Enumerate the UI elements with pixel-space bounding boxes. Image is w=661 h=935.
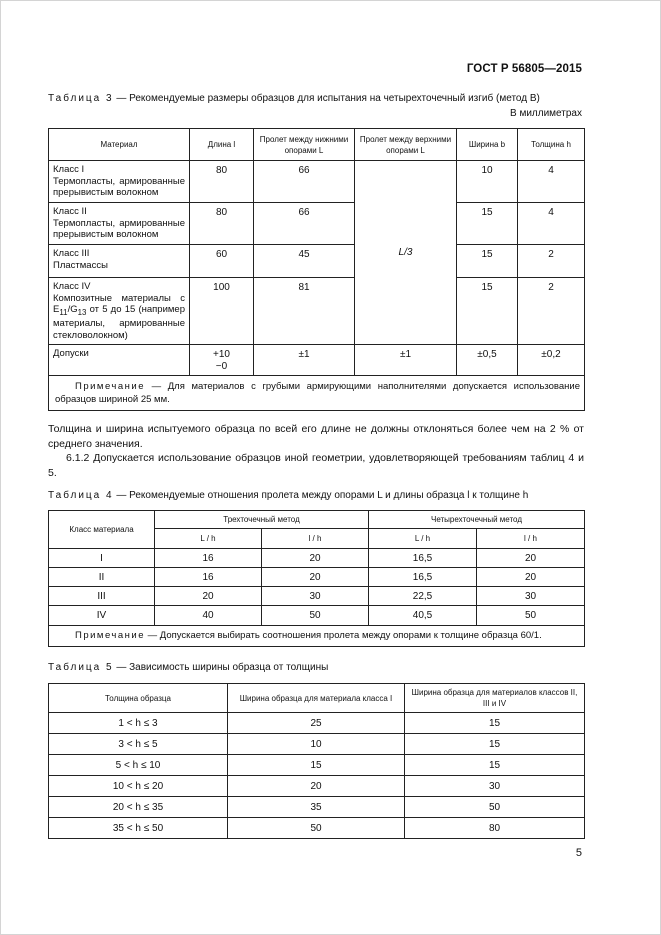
table5-header-width-class1: Ширина образца для материала класса I xyxy=(228,684,405,713)
table4-header-class: Класс материала xyxy=(49,511,155,549)
table4-header-four-point: Четырехточечный метод xyxy=(369,511,585,529)
table4-caption-text: — Рекомендуемые отношения пролета между опорами L и длины образца l к толщине h xyxy=(113,490,529,501)
table5-header-thickness: Толщина образца xyxy=(49,684,228,713)
upper-span-tolerance: ±1 xyxy=(355,345,457,376)
material-desc xyxy=(53,293,185,342)
table-row xyxy=(49,776,585,797)
table3-header-row xyxy=(49,129,585,161)
length-cell: 80 xyxy=(190,203,254,245)
table3-note xyxy=(49,376,585,411)
upper-span-value: L/3 xyxy=(398,247,413,259)
value-cell: 20 xyxy=(155,587,262,606)
width-class1: 15 xyxy=(228,755,405,776)
span-cell: 81 xyxy=(254,278,355,345)
span-tolerance: ±1 xyxy=(254,345,355,376)
table3-header-span-lower: Пролет между нижними опорами L xyxy=(254,129,355,161)
thickness-cell: 2 xyxy=(518,278,585,345)
material-desc: Термопласты, армированные прерывистым волокном xyxy=(53,175,185,198)
table3-note-row xyxy=(49,376,585,411)
table-row xyxy=(49,755,585,776)
table3-caption xyxy=(48,93,540,104)
value-cell: 40,5 xyxy=(369,606,477,626)
table5-caption-label: Таблица 5 xyxy=(48,662,114,673)
value-cell: 16 xyxy=(155,549,262,568)
length-cell: 60 xyxy=(190,245,254,278)
width-cell: 15 xyxy=(457,203,518,245)
table5 xyxy=(48,683,585,839)
paragraph-6-1-2: 6.1.2 Допускается использование образцов иной геометрии, удовлетворяющей требованиям таблиц 4 и 5. xyxy=(48,452,584,479)
value-cell: 16,5 xyxy=(369,549,477,568)
material-desc: Пластмассы xyxy=(53,259,108,271)
table4-note-row xyxy=(49,626,585,647)
table-row xyxy=(49,818,585,839)
table3-header-thickness: Толщина h xyxy=(518,129,585,161)
table-row xyxy=(49,568,585,587)
material-cell xyxy=(49,245,190,278)
table5-caption-text: — Зависимость ширины образца от толщины xyxy=(113,662,329,673)
thickness-cell: 2 xyxy=(518,245,585,278)
table-row xyxy=(49,245,585,278)
value-cell: 16 xyxy=(155,568,262,587)
thickness-range: 1 < h ≤ 3 xyxy=(49,713,228,734)
value-cell: 20 xyxy=(262,568,369,587)
table4-subheader-l-h: l / h xyxy=(262,529,369,549)
table4-caption xyxy=(48,490,528,501)
width-class1: 50 xyxy=(228,818,405,839)
table5-header-width-class234: Ширина образца для материалов классов II, III и IV xyxy=(405,684,585,713)
table3 xyxy=(48,128,585,411)
class-cell: IV xyxy=(49,606,155,626)
table4-subheader-lh: L / h xyxy=(155,529,262,549)
table-row xyxy=(49,549,585,568)
table3-header-length: Длина l xyxy=(190,129,254,161)
tolerance-label: Допуски xyxy=(49,345,190,376)
table-row xyxy=(49,278,585,345)
value-cell: 50 xyxy=(262,606,369,626)
table4-note xyxy=(49,626,585,647)
upper-span-cell xyxy=(355,161,457,345)
thickness-cell: 4 xyxy=(518,161,585,203)
width-class234: 50 xyxy=(405,797,585,818)
thickness-cell: 4 xyxy=(518,203,585,245)
table5-caption xyxy=(48,662,328,673)
desc-part: от 5 до 15 (например материалы, армированные стекловолокном) xyxy=(53,304,185,341)
material-class: Класс III xyxy=(53,248,90,259)
note-label: Примечание xyxy=(75,630,145,641)
table3-caption-label: Таблица 3 xyxy=(48,93,114,104)
value-cell: 20 xyxy=(477,549,585,568)
length-cell: 100 xyxy=(190,278,254,345)
value-cell: 20 xyxy=(477,568,585,587)
width-class1: 25 xyxy=(228,713,405,734)
note-label: Примечание xyxy=(75,381,145,393)
value-cell: 16,5 xyxy=(369,568,477,587)
material-class: Класс IV xyxy=(53,281,91,292)
class-cell: III xyxy=(49,587,155,606)
width-class234: 15 xyxy=(405,734,585,755)
table4-header-row xyxy=(49,511,585,529)
page-number: 5 xyxy=(575,847,582,859)
table3-units: В миллиметрах xyxy=(510,108,582,119)
table-row xyxy=(49,587,585,606)
table-row xyxy=(49,161,585,203)
note-text: — Допускается выбирать соотношения пролета между опорами к толщине образца 60/1. xyxy=(145,630,542,641)
value-cell: 22,5 xyxy=(369,587,477,606)
class-cell: II xyxy=(49,568,155,587)
thickness-tolerance: ±0,2 xyxy=(518,345,585,376)
table-row xyxy=(49,606,585,626)
length-cell: 80 xyxy=(190,161,254,203)
material-desc: Термопласты, армированные прерывистым волокном xyxy=(53,217,185,240)
length-tolerance xyxy=(190,345,254,376)
thickness-range: 35 < h ≤ 50 xyxy=(49,818,228,839)
table4-subheader-l-h: l / h xyxy=(477,529,585,549)
paragraph-tolerance: Толщина и ширина испытуемого образца по всей его длине не должны отклоняться более чем на 2 % от среднего значения. xyxy=(48,423,584,450)
table-row xyxy=(49,713,585,734)
width-class234: 15 xyxy=(405,755,585,776)
desc-part: /G xyxy=(67,304,78,315)
thickness-range: 5 < h ≤ 10 xyxy=(49,755,228,776)
thickness-range: 20 < h ≤ 35 xyxy=(49,797,228,818)
table3-header-span-upper: Пролет между верхними опорами L xyxy=(355,129,457,161)
thickness-range: 10 < h ≤ 20 xyxy=(49,776,228,797)
table4 xyxy=(48,510,585,647)
width-cell: 10 xyxy=(457,161,518,203)
value-cell: 20 xyxy=(262,549,369,568)
document-id: ГОСТ Р 56805—2015 xyxy=(466,63,582,75)
length-tolerance-minus: −0 xyxy=(215,361,228,373)
span-cell: 45 xyxy=(254,245,355,278)
width-class1: 20 xyxy=(228,776,405,797)
table3-caption-text: — Рекомендуемые размеры образцов для испытания на четырехточечный изгиб (метод B) xyxy=(113,93,540,104)
table-row xyxy=(49,734,585,755)
class-cell: I xyxy=(49,549,155,568)
length-tolerance-plus: +10 xyxy=(213,349,230,361)
width-cell: 15 xyxy=(457,245,518,278)
table3-header-material: Материал xyxy=(49,129,190,161)
value-cell: 40 xyxy=(155,606,262,626)
width-class234: 80 xyxy=(405,818,585,839)
tolerance-row xyxy=(49,345,585,376)
table-row xyxy=(49,203,585,245)
table4-subheader-lh: L / h xyxy=(369,529,477,549)
value-cell: 50 xyxy=(477,606,585,626)
material-class: Класс II xyxy=(53,206,87,217)
note-text: — Для материалов с грубыми армирующими наполнителями допускается использование образцов шириной 25 мм. xyxy=(55,381,580,406)
thickness-range: 3 < h ≤ 5 xyxy=(49,734,228,755)
span-cell: 66 xyxy=(254,203,355,245)
material-cell xyxy=(49,203,190,245)
table5-header-row xyxy=(49,684,585,713)
width-cell: 15 xyxy=(457,278,518,345)
span-cell: 66 xyxy=(254,161,355,203)
value-cell: 30 xyxy=(477,587,585,606)
table3-header-width: Ширина b xyxy=(457,129,518,161)
width-class234: 30 xyxy=(405,776,585,797)
width-class1: 10 xyxy=(228,734,405,755)
material-cell xyxy=(49,278,190,345)
table-row xyxy=(49,797,585,818)
desc-sub: 11 xyxy=(59,307,68,317)
desc-part: Композитные материалы с E xyxy=(53,292,185,315)
table4-caption-label: Таблица 4 xyxy=(48,490,114,501)
table4-header-three-point: Трехточечный метод xyxy=(155,511,369,529)
material-cell xyxy=(49,161,190,203)
value-cell: 30 xyxy=(262,587,369,606)
material-class: Класс I xyxy=(53,164,85,175)
width-class234: 15 xyxy=(405,713,585,734)
width-class1: 35 xyxy=(228,797,405,818)
desc-sub: 13 xyxy=(77,307,87,317)
width-tolerance: ±0,5 xyxy=(457,345,518,376)
